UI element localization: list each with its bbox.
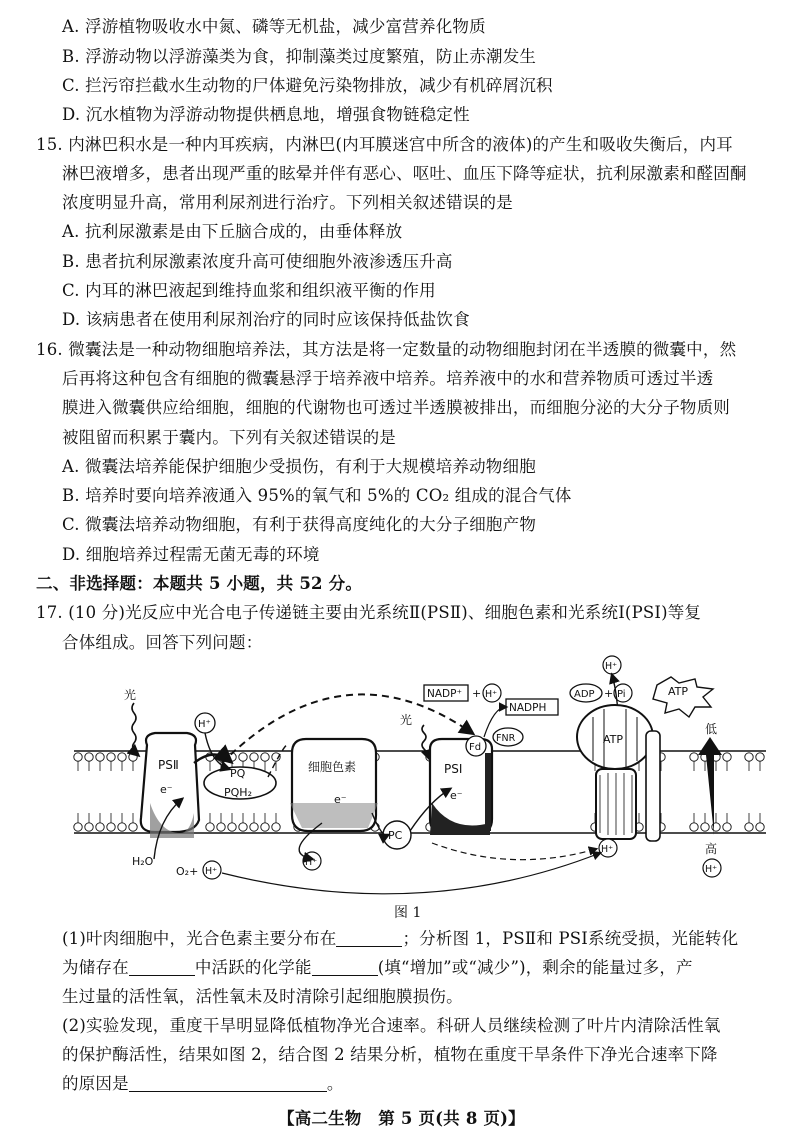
pq-label: PQ [230, 767, 246, 780]
light-label-left: 光 [124, 688, 137, 702]
carryover-option-c: C. 拦污帘拦截水生动物的尸体避免污染物排放，减少有机碎屑沉积 [62, 76, 553, 95]
adp-plus: + [604, 687, 614, 700]
psii-label: PSⅡ [158, 758, 179, 772]
proton-top-left: H⁺ [198, 719, 211, 730]
light-ray-left [132, 703, 138, 755]
atp-synthase-complex [577, 705, 660, 841]
q15-option-b: B. 患者抗利尿激素浓度升高可使细胞外液渗透压升高 [62, 252, 453, 271]
gradient-high-label: 高 [705, 842, 718, 856]
q16-stem-line2: 后再将这种包含有细胞的微囊悬浮于培养液中培养。培养液中的水和营养物质可透过半透 [62, 369, 714, 388]
q17-sub1-text-d: 中活跃的化学能 [194, 958, 312, 977]
section-heading: 二、非选择题：本题共 5 小题，共 52 分。 [36, 574, 363, 593]
psi-label: PSⅠ [444, 762, 463, 776]
proton-top-right: H⁺ [605, 661, 618, 672]
q15-stem-line2: 淋巴液增多，患者出现严重的眩晕并伴有恶心、呕吐、血压下降等症状，抗利尿激素和醛固酮 [62, 164, 747, 183]
fd-label: Fd [469, 742, 482, 753]
q15-option-c: C. 内耳的淋巴液起到维持血浆和组织液平衡的作用 [62, 281, 436, 300]
q17-sub1-line3: 生过量的活性氧，活性氧未及时清除引起细胞膜损伤。 [62, 987, 463, 1006]
nadp-proton: H⁺ [485, 689, 498, 700]
q17-stem-line2: 合体组成。回答下列问题： [62, 633, 263, 652]
q16-option-d: D. 细胞培养过程需无菌无毒的环境 [62, 545, 320, 564]
water-label: H₂O [132, 855, 154, 868]
q17-sub1-text-a: (1)叶肉细胞中，光合色素主要分布在 [62, 929, 337, 948]
q15-stem-line1: 15. 内淋巴积水是一种内耳疾病，内淋巴(内耳膜迷宫中所含的液体)的产生和吸收失衡后，内耳 [36, 135, 733, 154]
q16-stem-line4: 被阻留而积累于囊内。下列有关叙述错误的是 [62, 428, 396, 447]
q16-option-b: B. 培养时要向培养液通入 95%的氧气和 5%的 CO₂ 组成的混合气体 [62, 486, 572, 505]
carryover-option-b: B. 浮游动物以浮游藻类为食，抑制藻类过度繁殖，防止赤潮发生 [62, 47, 537, 66]
q17-sub1-line2 [62, 958, 693, 978]
figure-caption: 图 1 [394, 905, 422, 921]
pqh2-label: PQH₂ [224, 786, 252, 799]
oxygen-label: O₂+ [176, 865, 199, 878]
q17-sub1-text-b: ；分析图 1，PSⅡ和 PSⅠ系统受损，光能转化 [402, 929, 739, 948]
psii-electron: e⁻ [160, 783, 173, 796]
q16-option-c: C. 微囊法培养动物细胞，有利于获得高度纯化的大分子细胞产物 [62, 515, 537, 534]
q17-sub1-text-e: (填“增加”或“减少”)，剩余的能量过多，产 [377, 958, 693, 977]
q15-option-d: D. 该病患者在使用利尿剂治疗的同时应该保持低盐饮食 [62, 310, 470, 329]
pc-label: PC [388, 829, 403, 842]
q15-stem-line3: 浓度明显升高，常用利尿剂进行治疗。下列相关叙述错误的是 [62, 193, 513, 212]
fnr-label: FNR [496, 733, 516, 744]
q17-sub1-text-c: 为储存在 [62, 958, 129, 977]
cytochrome-complex [290, 739, 378, 831]
proton-oxygen: H⁺ [205, 866, 218, 877]
atp-product-label: ATP [668, 685, 689, 698]
photosynthesis-electron-chain-figure [72, 653, 768, 895]
answer-blank-2[interactable] [129, 959, 195, 976]
q17-stem-line1: 17. (10 分)光反应中光合电子传递链主要由光系统Ⅱ(PSⅡ)、细胞色素和光系统Ⅰ(PSⅠ)等复 [36, 603, 702, 622]
cytochrome-electron: e⁻ [334, 793, 347, 806]
proton-lumen-mid: H⁺ [305, 857, 318, 868]
q16-option-a: A. 微囊法培养能保护细胞少受损伤，有利于大规模培养动物细胞 [62, 457, 536, 476]
pi-label: Pi [617, 689, 626, 700]
proton-bottom-right: H⁺ [705, 864, 718, 875]
atp-synthase-label: ATP [603, 733, 624, 746]
answer-blank-3[interactable] [312, 959, 378, 976]
nadp-label: NADP⁺ [427, 688, 462, 700]
carryover-option-a: A. 浮游植物吸收水中氮、磷等无机盐，减少富营养化物质 [62, 17, 486, 36]
q15-option-a: A. 抗利尿激素是由下丘脑合成的，由垂体释放 [62, 222, 403, 241]
proton-lumen-right: H⁺ [601, 844, 614, 855]
answer-blank-1[interactable] [336, 930, 402, 947]
proton-gradient-arrow [698, 737, 722, 835]
answer-blank-4[interactable] [129, 1075, 327, 1092]
q17-sub2-text-a: 的原因是 [62, 1074, 129, 1093]
gradient-low-label: 低 [705, 722, 718, 736]
q16-stem-line1: 16. 微囊法是一种动物细胞培养法，其方法是将一定数量的动物细胞封闭在半透膜的微囊中，然 [36, 340, 737, 359]
q17-sub1-line1 [62, 929, 738, 949]
nadph-label: NADPH [509, 702, 547, 714]
nadp-plus: + [472, 687, 482, 700]
q17-sub2-line3 [62, 1074, 344, 1094]
psi-electron: e⁻ [450, 789, 463, 802]
q17-sub2-line1: (2)实验发现，重度干旱明显降低植物净光合速率。科研人员继续检测了叶片内清除活性氧 [62, 1016, 721, 1035]
carryover-option-d: D. 沉水植物为浮游动物提供栖息地，增强食物链稳定性 [62, 105, 470, 124]
q16-stem-line3: 膜进入微囊供应给细胞，细胞的代谢物也可透过半透膜被排出，而细胞分泌的大分子物质则 [62, 398, 730, 417]
q17-sub2-text-b: 。 [326, 1074, 344, 1093]
cytochrome-label: 细胞色素 [308, 760, 357, 774]
light-label-right: 光 [400, 713, 413, 727]
q17-sub2-line2: 的保护酶活性，结果如图 2，结合图 2 结果分析，植物在重度干旱条件下净光合速率下降 [62, 1045, 718, 1064]
adp-label: ADP [574, 689, 595, 700]
page-footer: 【高二生物 第 5 页(共 8 页)】 [278, 1109, 525, 1128]
